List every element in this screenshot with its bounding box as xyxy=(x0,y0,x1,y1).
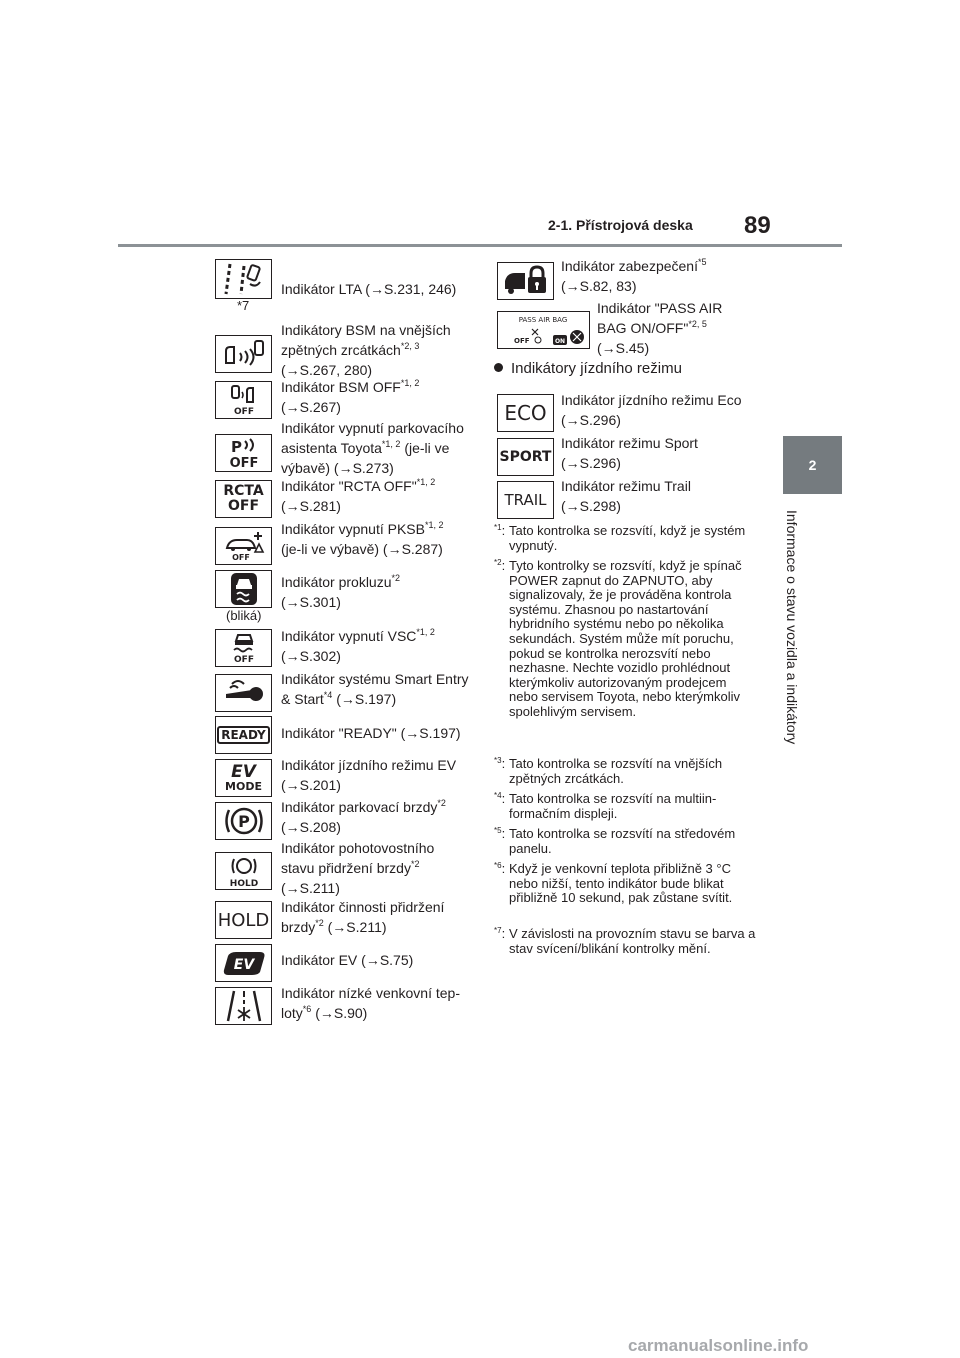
svg-text:P: P xyxy=(230,438,242,456)
bullet-icon xyxy=(494,363,503,372)
sport-mode-text: Indikátor režimu Sport (→S.296) xyxy=(561,435,698,471)
passenger-airbag-icon xyxy=(497,311,590,349)
parking-brake-icon xyxy=(215,802,272,840)
security-text: Indikátor zabezpečení$^{*5}$ (→S.82, 83) xyxy=(561,257,707,294)
bsm-off-text: Indikátor BSM OFF$^{*1, 2}$ (→S.267) xyxy=(281,378,420,415)
svg-text:HOLD: HOLD xyxy=(229,879,258,888)
eco-mode-icon: ECO xyxy=(497,394,554,432)
vsc-off-text: Indikátor vypnutí VSC$^{*1, 2}$ (→S.302) xyxy=(281,627,435,664)
pksb-off-text: Indikátor vypnutí PKSB$^{*1, 2}$ (je-li ve výbavě) (→S.287) xyxy=(281,520,444,557)
parking-assist-off-text: Indikátor vypnutí parkovacího asistenta Toyota$^{*1, 2}$ (je-li ve výbavě) (→S.273) xyxy=(281,420,464,476)
smart-entry-text: Indikátor systému Smart Entry & Start$^{*4}$ (→S.197) xyxy=(281,671,469,707)
svg-text:ON: ON xyxy=(554,338,566,345)
trail-mode-icon: TRAIL xyxy=(497,481,554,519)
passenger-airbag-text: Indikátor "PASS AIR BAG ON/OFF"$^{*2, 5}$ (→S.45) xyxy=(597,300,723,356)
footnote: $^{*1}$: Tato kontrolka se rozsvítí, když je systém vypnutý. xyxy=(494,523,746,553)
svg-text:OFF: OFF xyxy=(233,407,254,416)
ev-text: Indikátor EV (→S.75) xyxy=(281,952,414,968)
ready-text: Indikátor "READY" (→S.197) xyxy=(281,725,461,741)
rcta-off-text: Indikátor "RCTA OFF"$^{*1, 2}$ (→S.281) xyxy=(281,477,436,514)
low-temp-text: Indikátor nízké venkovní teploty$^{*6}$ (→S.90) xyxy=(281,985,460,1021)
security-icon xyxy=(497,262,554,300)
drive-modes-heading: Indikátory jízdního režimu xyxy=(494,360,682,377)
footnote: $^{*3}$: Tato kontrolka se rozsvítí na vnějších zpětných zrcátkách. xyxy=(494,756,723,786)
svg-text:OFF: OFF xyxy=(231,553,250,562)
bsm-mirror-icon xyxy=(215,335,272,373)
low-temp-icon xyxy=(215,987,272,1025)
pksb-off-icon xyxy=(215,527,272,565)
svg-text:EV: EV xyxy=(233,957,254,973)
svg-text:OFF: OFF xyxy=(233,655,254,664)
brake-hold-icon: HOLD xyxy=(215,901,272,939)
svg-text:PASS AIR BAG: PASS AIR BAG xyxy=(518,316,568,324)
bsm-off-icon xyxy=(215,381,272,419)
rcta-off-icon: RCTA OFF xyxy=(215,480,272,518)
chapter-title: Informace o stavu vozidla a indikátory xyxy=(784,510,800,745)
parking-assist-off-icon xyxy=(215,434,272,472)
slip-text: Indikátor prokluzu$^{*2}$ (→S.301) xyxy=(281,573,401,610)
sport-mode-icon: SPORT xyxy=(497,438,554,476)
vsc-off-icon xyxy=(215,629,272,667)
parking-brake-text: Indikátor parkovací brzdy$^{*2}$ (→S.208) xyxy=(281,798,446,835)
svg-text:OFF: OFF xyxy=(514,337,530,345)
brake-hold-standby-text: Indikátor pohotovostního stavu přidržení brzdy$^{*2}$ (→S.211) xyxy=(281,840,435,896)
page-number: 89 xyxy=(744,212,771,239)
bsm-text: Indikátory BSM na vnějších zpětných zrcátkách$^{*2, 3}$ (→S.267, 280) xyxy=(281,322,451,378)
footnote: $^{*6}$: Když je venkovní teplota přibližně 3 °C nebo nižší, tento indikátor bude blikat přibližně 10 sekund, pak zůstane svítit. xyxy=(494,861,733,906)
svg-text:OFF: OFF xyxy=(229,456,258,469)
footnote: $^{*5}$: Tato kontrolka se rozsvítí na středovém panelu. xyxy=(494,826,736,856)
trail-mode-text: Indikátor režimu Trail (→S.298) xyxy=(561,478,691,514)
lta-note: *7 xyxy=(237,298,250,313)
smart-entry-icon xyxy=(215,674,272,712)
slip-note: (bliká) xyxy=(226,608,262,623)
footnote: $^{*4}$: Tato kontrolka se rozsvítí na multiinformačním displeji. xyxy=(494,791,717,821)
brake-hold-standby-icon xyxy=(215,852,272,890)
eco-mode-text: Indikátor jízdního režimu Eco (→S.296) xyxy=(561,392,742,428)
footnote: $^{*2}$: Tyto kontrolky se rozsvítí, když je spínač POWER zapnut do ZAPNUTO, aby signalizovaly, že je prováděna kontrola systému. Zhasnou po nastartování hybridního systému nebo po několika sekundách. Systém může mít poruchu, pokud se kontrolka nerozsvítí nebo nezhasne. Nechte vozidlo prohlédnout kterýmkoliv autorizovaným prodejcem nebo servisem Toyota, nebo kterýmkoliv spolehlivým servisem. xyxy=(494,558,742,719)
ev-mode-icon: EV MODE xyxy=(215,759,272,797)
slip-icon xyxy=(215,570,272,608)
header-divider xyxy=(118,244,842,247)
ev-icon xyxy=(215,944,272,982)
lta-icon xyxy=(215,259,272,299)
svg-text:P: P xyxy=(237,812,250,831)
lta-text: Indikátor LTA (→S.231, 246) xyxy=(281,281,457,297)
footnote: $^{*7}$: V závislosti na provozním stavu se barva a stav svícení/blikání kontrolky mění. xyxy=(494,926,756,956)
section-title: 2-1. Přístrojová deska xyxy=(548,217,693,233)
ready-icon: READY xyxy=(215,716,272,754)
watermark[interactable]: carmanualsonline.info xyxy=(628,1336,809,1355)
chapter-tab: 2 xyxy=(783,436,842,494)
ev-mode-text: Indikátor jízdního režimu EV (→S.201) xyxy=(281,757,457,793)
brake-hold-text: Indikátor činnosti přidržení brzdy$^{*2}$ (→S.211) xyxy=(281,899,445,935)
